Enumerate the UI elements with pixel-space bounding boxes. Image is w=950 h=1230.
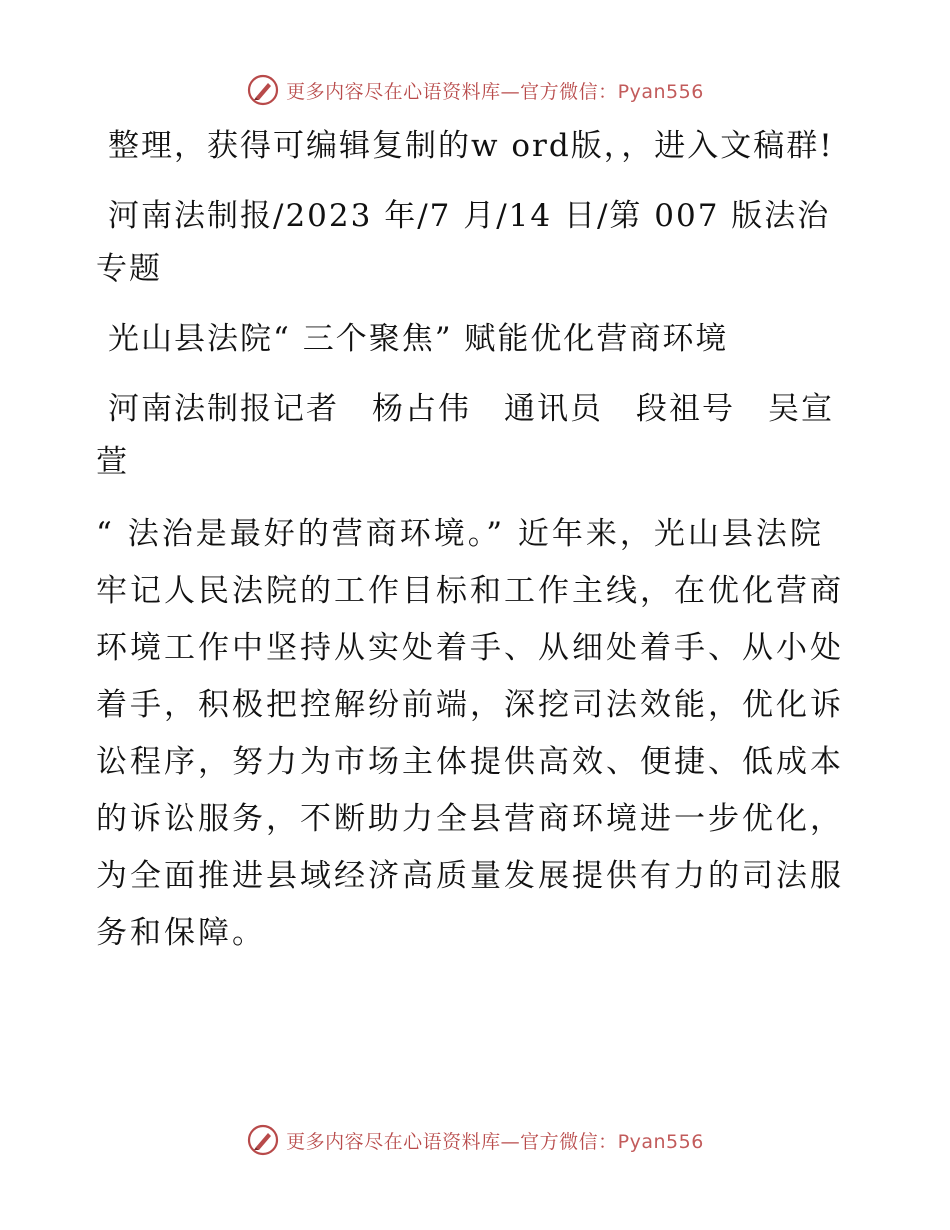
watermark-id: Pyan556 <box>617 1130 704 1153</box>
watermark-id: Pyan556 <box>617 80 704 103</box>
pen-logo-icon <box>246 73 280 107</box>
watermark-text: 更多内容尽在心语资料库—官方微信：Pyan556 <box>286 80 704 103</box>
pen-logo-icon <box>246 1123 280 1157</box>
article-title: 光山县法院“ 三个聚焦” 赋能优化营商环境 <box>108 321 729 357</box>
body-paragraph: “ 法治是最好的营商环境。” 近年来，光山县法院牢记人民法院的工作目标和工作主线，在优化营商环境工作中坚持从实处着手、从细处着手、从小处着手，积极把控解纷前端，深挖司法效能，优化诉讼程序，努力为市场主体提供高效、便捷、低成本的诉讼服务，不断助力全县营商环境进一步优化，为全面推进县域经济高质量发展提供有力的司法服务和保障。 <box>96 516 844 951</box>
watermark-text: 更多内容尽在心语资料库—官方微信：Pyan556 <box>286 1130 704 1153</box>
document-body <box>96 120 856 962</box>
source-line: 河南法制报/2023 年/7 月/14 日/第 007 版法治专题 <box>96 198 831 287</box>
footer-watermark <box>0 1120 950 1160</box>
byline: 河南法制报记者 杨占伟 通讯员 段祖号 吴宣萱 <box>96 391 834 480</box>
header-watermark <box>0 70 950 110</box>
intro-line: 整理，获得可编辑复制的w ord版，，进入文稿群! <box>108 128 834 164</box>
